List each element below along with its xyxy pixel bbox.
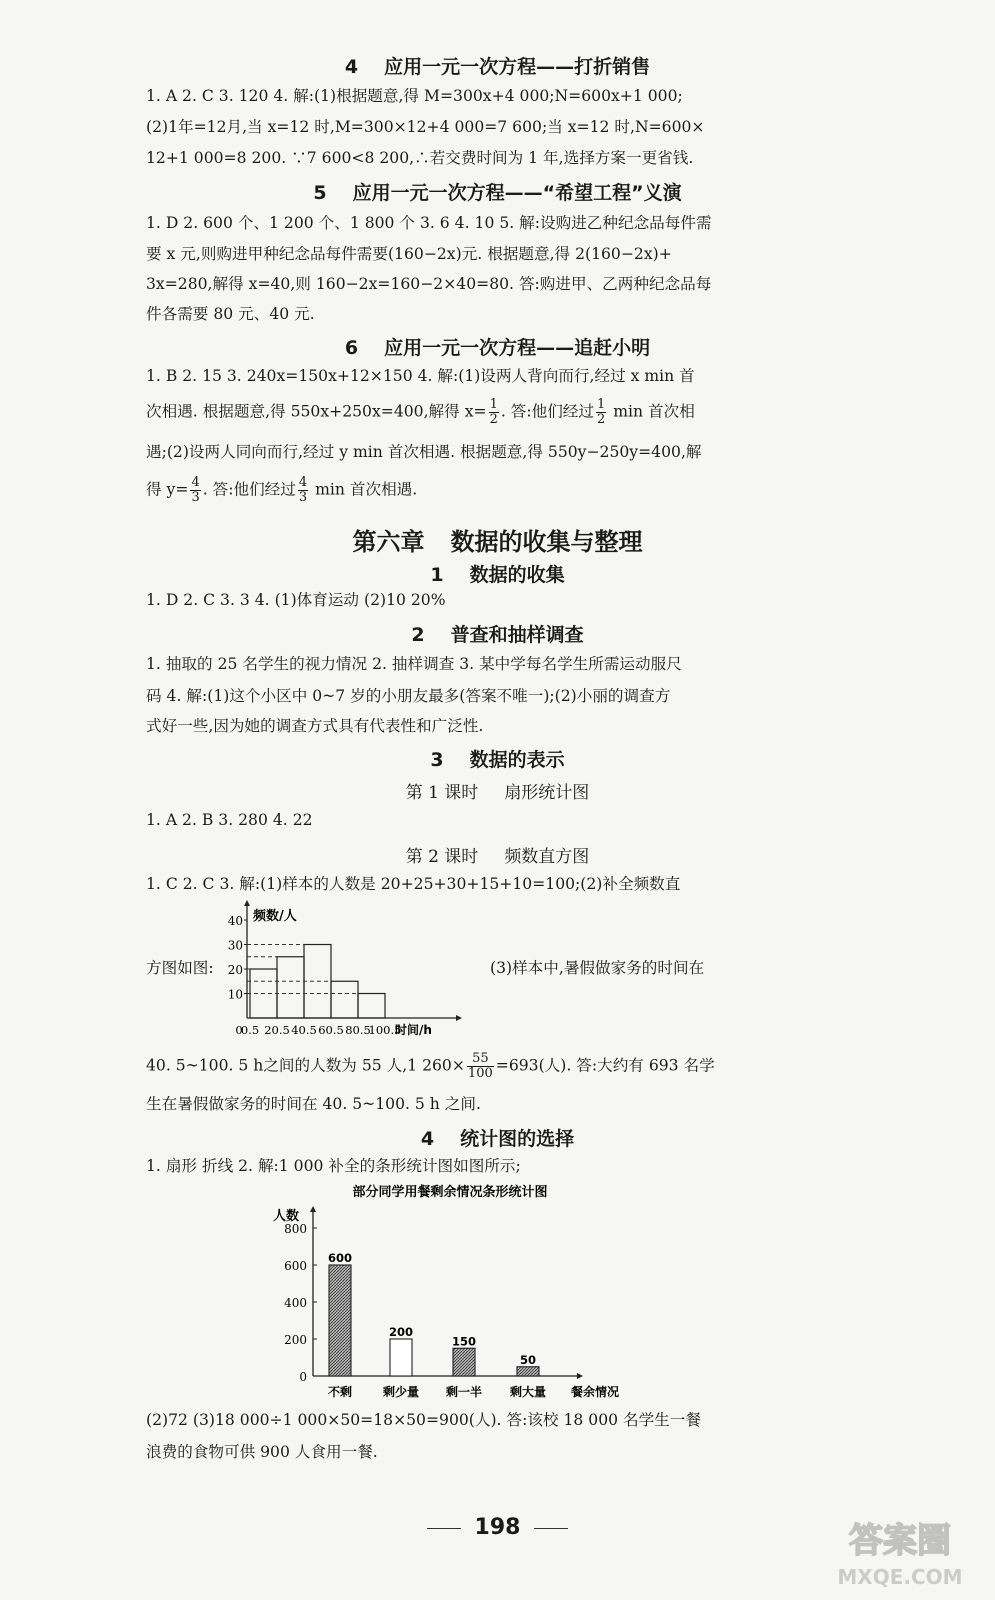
answer-line: (2)72 (3)18 000÷1 000×50=18×50=900(人). 答:该校 18 000 名学生一餐 xyxy=(146,1411,701,1429)
answer-line: 件各需要 80 元、40 元. xyxy=(146,305,315,323)
bar xyxy=(390,1339,412,1376)
frequency-histogram xyxy=(220,898,500,1036)
answer-line: 方图如图: xyxy=(146,959,214,977)
x-tick-label: 60.5 xyxy=(318,1023,344,1036)
y-tick-label: 10 xyxy=(227,987,243,1002)
chapter-heading: 第六章 数据的收集与整理 xyxy=(352,528,643,556)
watermark-top: 答案圈 xyxy=(849,1521,951,1561)
fraction: $\frac{4}{3}$ xyxy=(191,475,200,505)
bar-value-label: 600 xyxy=(327,1251,353,1265)
answer-line: 1. C 2. C 3. 解:(1)样本的人数是 20+25+30+15+10=100;(2)补全频数直 xyxy=(146,875,681,893)
category-label: 剩一半 xyxy=(445,1385,483,1399)
answer-line: 1. D 2. 600 个、1 200 个、1 800 个 3. 6 4. 10 5. 解:设购进乙种纪念品每件需 xyxy=(146,214,712,232)
answer-line-with-fraction: 得 y= $\frac{4}{3}$ . 答:他们经过 $\frac{4}{3}$ min 首次相遇. xyxy=(146,475,418,505)
answer-line: (3)样本中,暑假做家务的时间在 xyxy=(490,959,705,977)
category-label: 剩少量 xyxy=(382,1385,420,1399)
fraction: $\frac{1}{2}$ xyxy=(489,397,498,427)
answer-line: 1. B 2. 15 3. 240x=150x+12×150 4. 解:(1)设两人背向而行,经过 x min 首 xyxy=(146,367,695,385)
answer-line: 1. A 2. C 3. 120 4. 解:(1)根据题意,得 M=300x+4 000;N=600x+1 000; xyxy=(146,87,683,105)
answer-line: 浪费的食物可供 900 人食用一餐. xyxy=(146,1443,378,1461)
answer-line: 3x=280,解得 x=40,则 160−2x=160−2×40=80. 答:购进甲、乙两种纪念品每 xyxy=(146,275,712,293)
answer-line: 要 x 元,则购进甲种纪念品每件需要(160−2x)元. 根据题意,得 2(160−2x)+ xyxy=(146,245,672,263)
answer-line: 式好一些,因为她的调查方式具有代表性和广泛性. xyxy=(146,717,484,735)
bar xyxy=(329,1265,351,1376)
page-number: 198 xyxy=(0,1515,995,1540)
section-heading-5: 5 应用一元一次方程——“希望工程”义演 xyxy=(313,182,682,204)
histogram-bar xyxy=(358,994,385,1019)
answer-line: 生在暑假做家务的时间在 40. 5~100. 5 h 之间. xyxy=(146,1095,481,1113)
histogram-bar xyxy=(277,957,304,1018)
bar-chart-meal-leftovers xyxy=(255,1180,645,1406)
y-tick-label: 0 xyxy=(299,1370,307,1384)
answer-line: 12+1 000=8 200. ∵7 600<8 200,∴若交费时间为 1 年,选择方案一更省钱. xyxy=(146,149,694,167)
answer-line: 1. 抽取的 25 名学生的视力情况 2. 抽样调查 3. 某中学每名学生所需运动服尺 xyxy=(146,655,682,673)
x-tick-label: 100.5 xyxy=(368,1023,402,1036)
y-tick-label: 800 xyxy=(284,1222,307,1236)
y-tick-label: 200 xyxy=(284,1333,307,1347)
y-axis-arrow xyxy=(244,900,250,906)
section-heading-6: 6 应用一元一次方程——追赶小明 xyxy=(344,337,651,359)
answer-line-with-fraction: 次相遇. 根据题意,得 550x+250x=400,解得 x= $\frac{1}{2}$ . 答:他们经过 $\frac{1}{2}$ min 首次相 xyxy=(146,397,695,427)
y-axis-label: 人数 xyxy=(273,1209,300,1224)
x-axis-label: 时间/h xyxy=(395,1023,432,1036)
fraction: $\frac{55}{100}$ xyxy=(467,1051,493,1081)
answer-line: 1. D 2. C 3. 3 4. (1)体育运动 (2)10 20% xyxy=(146,591,446,609)
fraction: $\frac{1}{2}$ xyxy=(596,397,606,427)
x-tick-label: 40.5 xyxy=(291,1023,317,1036)
bar-value-label: 150 xyxy=(451,1334,477,1349)
answer-line: (2)1年=12月,当 x=12 时,M=300×12+4 000=7 600;当 x=12 时,N=600× xyxy=(146,118,705,136)
answer-line: 码 4. 解:(1)这个小区中 0~7 岁的小朋友最多(答案不唯一);(2)小丽的调查方 xyxy=(146,687,671,705)
y-axis-label: 频数/人 xyxy=(253,909,297,924)
x-axis-label: 餐余情况 xyxy=(570,1385,620,1399)
period-heading-2: 第 2 课时 频数直方图 xyxy=(405,847,590,867)
bar xyxy=(453,1348,475,1376)
x-axis-arrow xyxy=(456,1015,462,1021)
lesson-heading-1: 1 数据的收集 xyxy=(430,564,565,586)
answer-line: 遇;(2)设两人同向而行,经过 y min 首次相遇. 根据题意,得 550y−250y=400,解 xyxy=(146,443,702,461)
lesson-heading-3: 3 数据的表示 xyxy=(430,749,565,771)
origin-label: 0 xyxy=(235,1023,243,1036)
bar-value-label: 50 xyxy=(519,1352,537,1367)
category-label: 剩大量 xyxy=(509,1385,547,1399)
x-axis-arrow xyxy=(577,1373,583,1379)
lesson-heading-2: 2 普查和抽样调查 xyxy=(411,624,584,646)
lesson-heading-4: 4 统计图的选择 xyxy=(420,1128,575,1150)
bar-value-label: 200 xyxy=(388,1325,414,1339)
bar xyxy=(517,1367,539,1376)
fraction: $\frac{4}{3}$ xyxy=(298,475,308,505)
period-heading-1: 第 1 课时 扇形统计图 xyxy=(405,783,590,803)
x-tick-label: 20.5 xyxy=(264,1023,290,1036)
watermark-bottom: MXQE.COM xyxy=(837,1565,963,1589)
answer-line-with-fraction: 40. 5~100. 5 h之间的人数为 55 人,1 260× $\frac{55}{100}$ =693(人). 答:大约有 693 名学 xyxy=(146,1051,715,1081)
y-tick-label: 20 xyxy=(227,963,243,977)
y-tick-label: 40 xyxy=(227,914,243,928)
y-tick-label: 600 xyxy=(284,1259,307,1273)
chart-title: 部分同学用餐剩余情况条形统计图 xyxy=(352,1185,548,1200)
y-axis-arrow xyxy=(310,1206,316,1212)
answer-line: 1. 扇形 折线 2. 解:1 000 补全的条形统计图如图所示; xyxy=(146,1157,521,1175)
y-tick-label: 30 xyxy=(227,938,243,953)
watermark-logo xyxy=(815,1512,985,1592)
section-heading-4: 4 应用一元一次方程——打折销售 xyxy=(344,56,651,78)
category-label: 不剩 xyxy=(327,1385,353,1399)
histogram-bar xyxy=(331,981,358,1018)
answer-line: 1. A 2. B 3. 280 4. 22 xyxy=(146,811,313,829)
x-tick-label: 0.5 xyxy=(240,1023,260,1036)
x-tick-label: 80.5 xyxy=(345,1023,371,1036)
y-tick-label: 400 xyxy=(284,1296,307,1310)
